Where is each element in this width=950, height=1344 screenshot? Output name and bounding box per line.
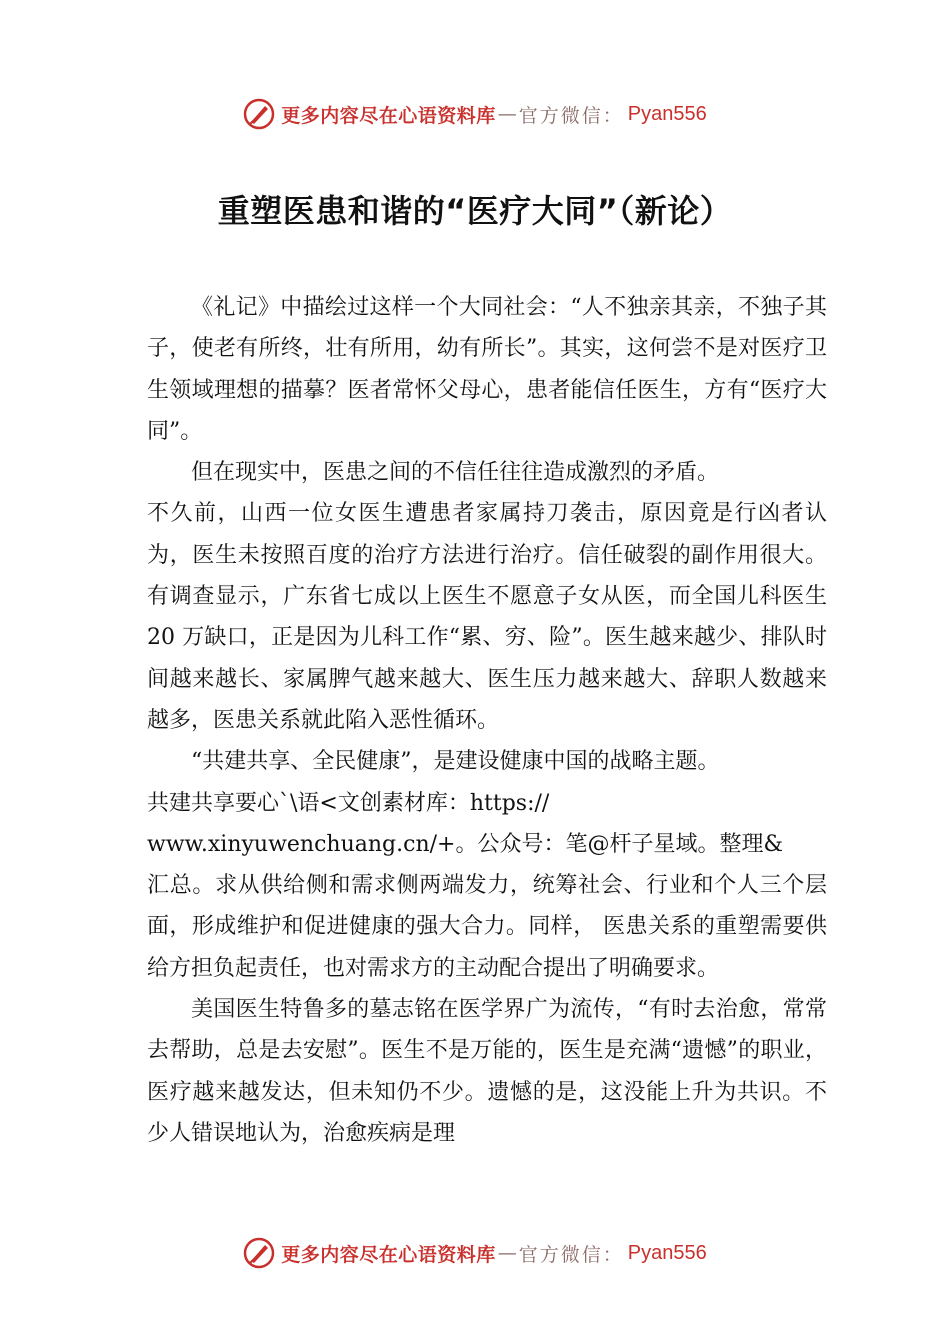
banner-wechat-id: Pyan556: [627, 102, 707, 125]
banner-wechat-id: Pyan556: [627, 1241, 707, 1264]
banner-wechat-label: 官方微信：: [518, 1243, 624, 1266]
quill-seal-icon: [243, 98, 275, 130]
paragraph: 美国医生特鲁多的墓志铭在医学界广为流传，“有时去治愈，常常去帮助，总是去安慰”。医生不是万能的，医生是充满“遗憾”的职业，医疗越来越发达，但未知仍不少。遗憾的是，这没能上升为共识。不少人错误地认为，治愈疾病是理: [147, 997, 827, 1146]
paragraph: www.xinyuwenchuang.cn/+。公众号：笔@杆子星域。整理&: [147, 831, 784, 857]
banner-dash: —: [497, 1242, 517, 1264]
footer-banner: [0, 1233, 950, 1273]
header-banner: [0, 94, 950, 134]
banner-wechat-label: 官方微信：: [518, 104, 624, 127]
paragraph: “共建共享、全民健康”，是建设健康中国的战略主题。: [191, 749, 720, 775]
article-body: [147, 287, 827, 1154]
article-title: 重塑医患和谐的“医疗大同”（新论）: [217, 192, 733, 230]
paragraph: 共建共享要心`\语<文创素材库：https://: [147, 790, 550, 816]
quill-seal-icon: [243, 1237, 275, 1269]
banner-slogan: 更多内容尽在心语资料库: [281, 104, 496, 127]
paragraph: 汇总。求从供给侧和需求侧两端发力，统筹社会、行业和个人三个层面，形成维护和促进健康的强大合力。同样， 医患关系的重塑需要供给方担负起责任，也对需求方的主动配合提出了明确要求。: [147, 873, 827, 981]
banner-slogan: 更多内容尽在心语资料库: [281, 1243, 496, 1266]
paragraph: 《礼记》中描绘过这样一个大同社会：“人不独亲其亲，不独子其子，使老有所终，壮有所用，幼有所长”。其实，这何尝不是对医疗卫生领域理想的描摹？医者常怀父母心，患者能信任医生，方有“医疗大同”。: [147, 295, 827, 444]
banner-dash: —: [497, 103, 517, 125]
paragraph: 但在现实中，医患之间的不信任往往造成激烈的矛盾。: [191, 460, 720, 486]
paragraph: 不久前，山西一位女医生遭患者家属持刀袭击，原因竟是行凶者认为，医生未按照百度的治疗方法进行治疗。信任破裂的副作用很大。有调查显示，广东省七成以上医生不愿意子女从医，而全国儿科医生 20 万缺口，正是因为儿科工作“累、穷、险”。医生越来越少、排队时间越来越长、家属脾气越来越大、医生压力越来越大、辞职人数越来越多，医患关系就此陷入恶性循环。: [147, 501, 827, 733]
